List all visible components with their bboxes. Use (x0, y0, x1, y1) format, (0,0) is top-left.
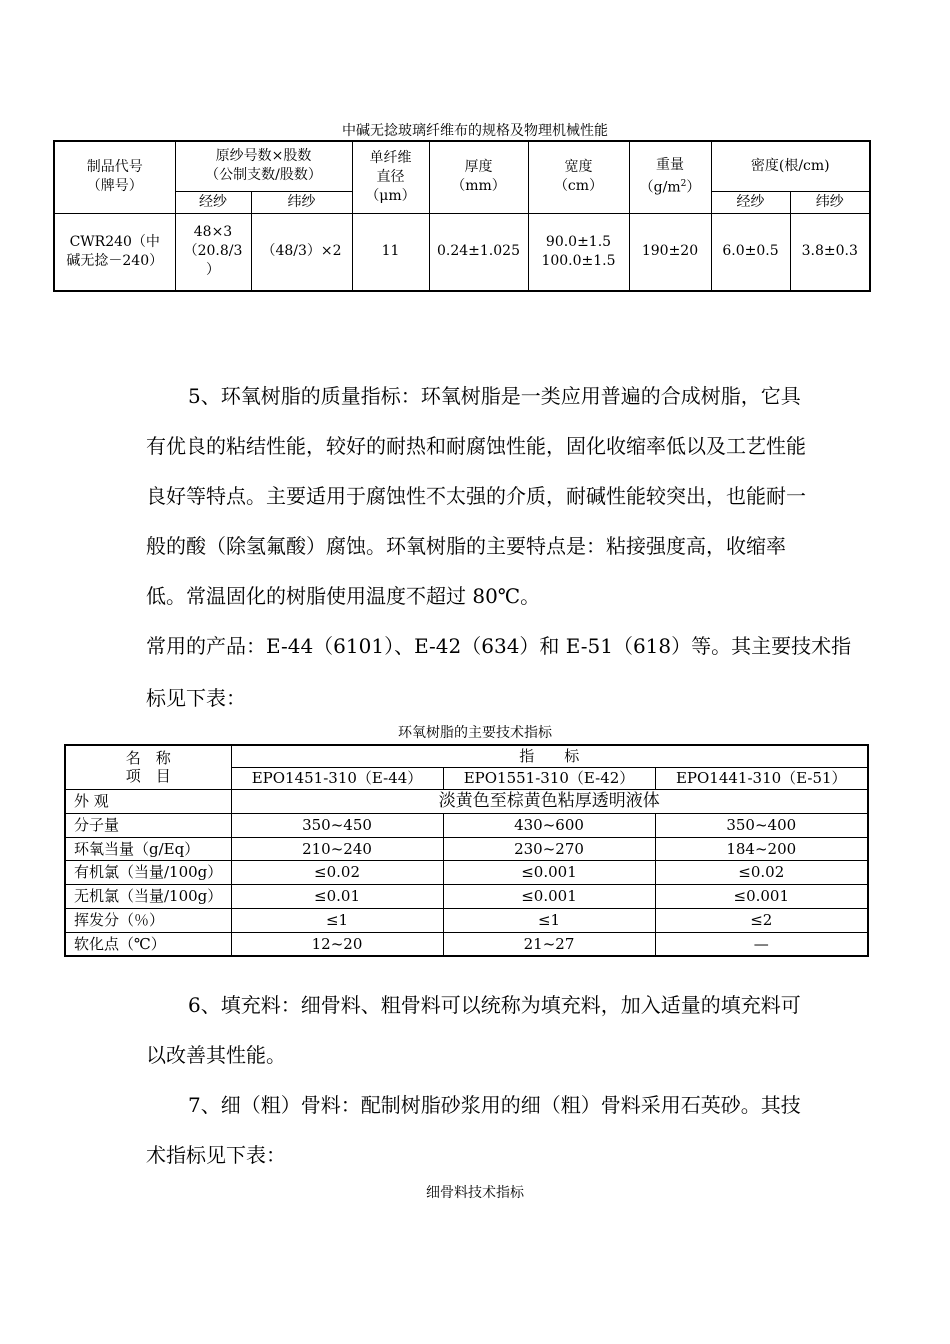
header-weight: 重量 $(g/m^2)$ (629, 141, 711, 213)
epoxy-spec-table (64, 744, 869, 957)
header-col-e44: EPO1451-310（E-44） (231, 767, 443, 789)
header-index: 指 标 (231, 745, 868, 767)
header-warp: 经纱 (175, 191, 251, 213)
table-row (65, 789, 868, 813)
fiberglass-spec-table (53, 140, 871, 292)
row-label: 环氧当量（g/Eq） (65, 837, 231, 860)
table2-caption: 环氧树脂的主要技术指标 (398, 725, 552, 741)
row-label: 软化点（℃） (65, 932, 231, 956)
table-row (65, 884, 868, 908)
table1-caption: 中碱无捻玻璃纤维布的规格及物理机械性能 (342, 123, 608, 139)
table-row (65, 860, 868, 884)
cell: — (655, 932, 868, 956)
header-density-weft: 纬纱 (790, 191, 870, 213)
cell: ≤0.001 (443, 860, 655, 884)
cell: ≤0.02 (655, 860, 868, 884)
cell-density-warp: 6.0±0.5 (711, 213, 790, 291)
table3-caption: 细骨料技术指标 (426, 1185, 524, 1201)
paragraph-5-line3: 标见下表： (146, 686, 246, 710)
header-diameter: 单纤维 直径 （μm） (352, 141, 429, 213)
cell-thickness: 0.24±1.025 (429, 213, 528, 291)
cell: 350~450 (231, 813, 443, 837)
cell-diameter: 11 (352, 213, 429, 291)
header-col-e51: EPO1441-310（E-51） (655, 767, 868, 789)
header-thickness: 厚度 （mm） (429, 141, 528, 213)
table-row (65, 813, 868, 837)
cell: ≤1 (443, 908, 655, 932)
cell: ≤0.02 (231, 860, 443, 884)
header-name-item: 名 称 项 目 (65, 745, 231, 789)
cell: 184~200 (655, 837, 868, 860)
header-yarn: 原纱号数×股数 （公制支数/股数） (175, 141, 352, 191)
cell: ≤0.001 (443, 884, 655, 908)
cell: ≤0.01 (231, 884, 443, 908)
row-label: 挥发分（％） (65, 908, 231, 932)
paragraph-6: 6、填充料：细骨料、粗骨料可以统称为填充料，加入适量的填充料可以改善其性能。 (146, 993, 801, 1067)
cell: 230~270 (443, 837, 655, 860)
cell-weight: 190±20 (629, 213, 711, 291)
cell: 12~20 (231, 932, 443, 956)
header-density: 密度(根/cm) (711, 141, 870, 191)
cell-width: 90.0±1.5 100.0±1.5 (528, 213, 629, 291)
cell-code: CWR240（中 碱无捻－240） (54, 213, 175, 291)
header-weft: 纬纱 (251, 191, 352, 213)
paragraph-5-line2: 常用的产品：E-44（6101）、E-42（634）和 E-51（618）等。其主要技术指 (146, 634, 852, 658)
table-row (65, 837, 868, 860)
table-row (54, 213, 870, 291)
table-row (65, 932, 868, 956)
header-width: 宽度 （cm） (528, 141, 629, 213)
header-col-e42: EPO1551-310（E-42） (443, 767, 655, 789)
row-label: 无机氯（当量/100g） (65, 884, 231, 908)
cell-weft-yarn: （48/3）×2 (251, 213, 352, 291)
cell: 350~400 (655, 813, 868, 837)
row-label: 外 观 (65, 789, 231, 813)
paragraph-5: 5、环氧树脂的质量指标：环氧树脂是一类应用普遍的合成树脂，它具有优良的粘结性能，较好的耐热和耐腐蚀性能，固化收缩率低以及工艺性能良好等特点。主要适用于腐蚀性不太强的介质，耐碱性能较突出，也能耐一般的酸（除氢氟酸）腐蚀。环氧树脂的主要特点是：粘接强度高，收缩率低。常温固化的树脂使用温度不超过 80℃。 (146, 384, 806, 608)
cell: ≤0.001 (655, 884, 868, 908)
cell: ≤2 (655, 908, 868, 932)
cell: 430~600 (443, 813, 655, 837)
row-label: 有机氯（当量/100g） (65, 860, 231, 884)
header-code: 制品代号 （牌号） (54, 141, 175, 213)
cell: 210~240 (231, 837, 443, 860)
cell: 21~27 (443, 932, 655, 956)
cell-density-weft: 3.8±0.3 (790, 213, 870, 291)
table-row (65, 908, 868, 932)
paragraph-7: 7、细（粗）骨料：配制树脂砂浆用的细（粗）骨料采用石英砂。其技术指标见下表： (146, 1093, 801, 1167)
header-density-warp: 经纱 (711, 191, 790, 213)
cell: ≤1 (231, 908, 443, 932)
cell-appearance: 淡黄色至棕黄色粘厚透明液体 (231, 789, 868, 813)
row-label: 分子量 (65, 813, 231, 837)
cell-warp-yarn: 48×3 （20.8/3 ） (175, 213, 251, 291)
